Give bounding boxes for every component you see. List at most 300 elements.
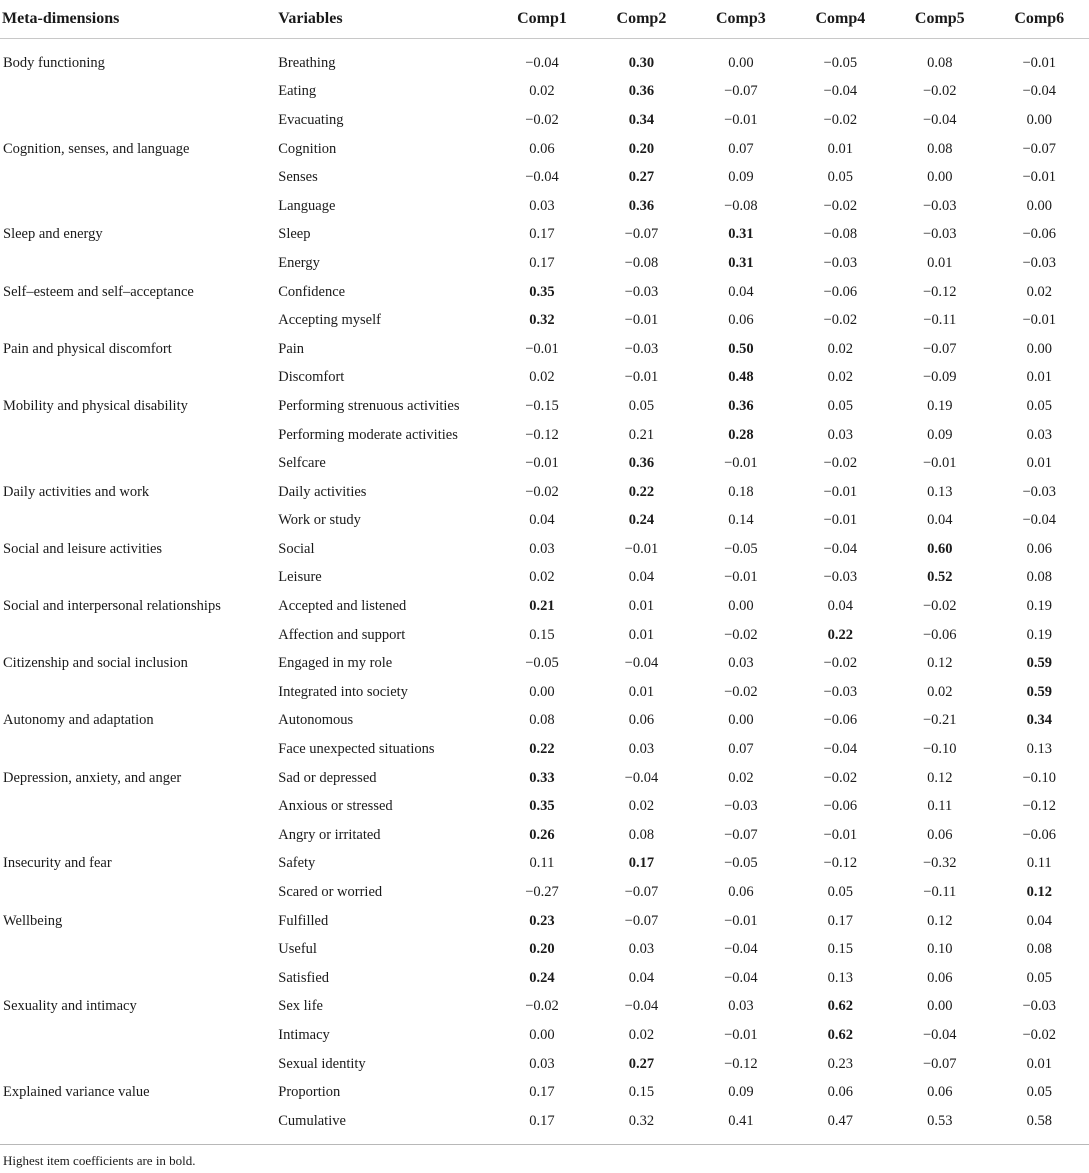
coefficient-cell-comp2: −0.04 bbox=[624, 655, 659, 672]
coefficient-cell-comp6: −0.03 bbox=[1022, 483, 1057, 500]
meta-dimension-cell: Body functioning bbox=[3, 54, 105, 71]
coefficient-cell-comp5: 0.00 bbox=[927, 998, 953, 1015]
coefficient-cell-comp2: 0.03 bbox=[628, 741, 655, 758]
coefficient-cell-comp5: −0.02 bbox=[923, 598, 957, 615]
header-comp4: Comp4 bbox=[791, 0, 890, 39]
coefficient-cell-comp3: −0.01 bbox=[724, 1026, 758, 1043]
coefficient-cell-comp2: 0.21 bbox=[628, 426, 655, 443]
coefficient-cell-comp1: −0.27 bbox=[525, 884, 559, 901]
coefficient-cell-comp6: −0.03 bbox=[1022, 254, 1057, 271]
coefficient-cell-comp1: −0.02 bbox=[525, 483, 559, 500]
coefficient-cell-comp4: −0.02 bbox=[823, 769, 858, 786]
coefficient-cell-comp5: 0.60 bbox=[927, 540, 953, 557]
variable-cell: Work or study bbox=[278, 512, 361, 529]
variable-cell: Discomfort bbox=[278, 369, 345, 386]
coefficient-cell-comp1: 0.15 bbox=[529, 626, 555, 643]
table-header bbox=[0, 0, 1089, 39]
meta-dimension-cell bbox=[0, 364, 276, 393]
coefficient-cell-comp6: 0.00 bbox=[1026, 340, 1052, 357]
variable-cell: Autonomous bbox=[278, 712, 354, 729]
coefficient-cell-comp5: 0.08 bbox=[927, 54, 953, 71]
meta-dimension-cell bbox=[0, 421, 276, 450]
coefficient-cell-comp3: 0.31 bbox=[728, 226, 754, 243]
coefficient-cell-comp1: 0.33 bbox=[529, 769, 555, 786]
coefficient-cell-comp4: −0.02 bbox=[823, 111, 858, 128]
coefficient-cell-comp3: −0.07 bbox=[724, 826, 758, 843]
variable-cell: Intimacy bbox=[278, 1026, 330, 1043]
coefficient-cell-comp5: −0.07 bbox=[923, 340, 957, 357]
meta-dimension-cell: Depression, anxiety, and anger bbox=[3, 769, 182, 786]
table-row bbox=[0, 621, 1089, 650]
coefficient-cell-comp1: 0.00 bbox=[529, 1026, 555, 1043]
coefficient-cell-comp1: 0.04 bbox=[529, 512, 555, 529]
coefficient-cell-comp2: 0.36 bbox=[628, 83, 655, 100]
variable-cell: Leisure bbox=[278, 569, 322, 586]
coefficient-cell-comp5: −0.12 bbox=[923, 283, 957, 300]
meta-dimension-cell: Sexuality and intimacy bbox=[3, 998, 137, 1015]
variable-cell: Senses bbox=[278, 169, 318, 186]
variable-cell: Face unexpected situations bbox=[278, 741, 435, 758]
table-row bbox=[0, 278, 1089, 307]
table-row bbox=[0, 335, 1089, 364]
coefficient-cell-comp3: 0.14 bbox=[728, 512, 754, 529]
coefficient-cell-comp6: 0.00 bbox=[1026, 197, 1052, 214]
coefficient-cell-comp4: −0.06 bbox=[823, 712, 858, 729]
coefficient-cell-comp1: −0.01 bbox=[525, 455, 559, 472]
variable-cell: Language bbox=[278, 197, 336, 214]
coefficient-cell-comp2: −0.07 bbox=[624, 912, 659, 929]
header-comp2: Comp2 bbox=[592, 0, 691, 39]
coefficient-cell-comp1: −0.01 bbox=[525, 340, 559, 357]
coefficient-cell-comp5: −0.21 bbox=[923, 712, 957, 729]
coefficient-cell-comp5: 0.06 bbox=[927, 1084, 953, 1101]
meta-dimension-cell bbox=[0, 678, 276, 707]
coefficient-cell-comp3: 0.03 bbox=[728, 998, 754, 1015]
coefficient-cell-comp3: −0.02 bbox=[724, 683, 758, 700]
coefficient-cell-comp3: 0.00 bbox=[728, 54, 754, 71]
coefficient-cell-comp4: −0.03 bbox=[823, 683, 858, 700]
coefficient-cell-comp6: 0.04 bbox=[1026, 912, 1052, 929]
coefficient-cell-comp1: 0.22 bbox=[529, 741, 555, 758]
coefficient-cell-comp5: −0.11 bbox=[923, 884, 957, 901]
variable-cell: Accepting myself bbox=[278, 312, 381, 329]
coefficient-cell-comp6: 0.08 bbox=[1026, 941, 1052, 958]
coefficient-cell-comp2: 0.30 bbox=[628, 54, 655, 71]
variable-cell: Daily activities bbox=[278, 483, 367, 500]
coefficient-cell-comp2: 0.04 bbox=[628, 969, 655, 986]
table-row bbox=[0, 707, 1089, 736]
coefficient-cell-comp2: −0.01 bbox=[624, 369, 659, 386]
coefficient-cell-comp5: −0.04 bbox=[923, 1026, 957, 1043]
variable-cell: Useful bbox=[278, 941, 317, 958]
coefficient-cell-comp5: 0.02 bbox=[927, 683, 953, 700]
coefficient-cell-comp6: 0.11 bbox=[1026, 855, 1052, 872]
coefficient-cell-comp2: 0.03 bbox=[628, 941, 655, 958]
coefficient-cell-comp2: 0.17 bbox=[628, 855, 655, 872]
coefficient-cell-comp1: 0.17 bbox=[529, 254, 555, 271]
variable-cell: Sad or depressed bbox=[278, 769, 377, 786]
coefficient-cell-comp1: 0.35 bbox=[529, 798, 555, 815]
coefficient-cell-comp3: −0.08 bbox=[724, 197, 758, 214]
table-row bbox=[0, 792, 1089, 821]
meta-dimension-cell bbox=[0, 564, 276, 593]
table-row bbox=[0, 478, 1089, 507]
coefficient-cell-comp6: 0.01 bbox=[1026, 1055, 1052, 1072]
meta-dimension-cell bbox=[0, 106, 276, 135]
coefficient-cell-comp5: −0.11 bbox=[923, 312, 957, 329]
coefficient-cell-comp4: −0.05 bbox=[823, 54, 858, 71]
meta-dimension-cell bbox=[0, 449, 276, 478]
coefficient-cell-comp2: 0.20 bbox=[628, 140, 655, 157]
table-row bbox=[0, 421, 1089, 450]
coefficient-cell-comp3: 0.50 bbox=[728, 340, 754, 357]
table-row bbox=[0, 964, 1089, 993]
coefficient-cell-comp4: 0.05 bbox=[827, 169, 854, 186]
meta-dimension-cell: Self–esteem and self–acceptance bbox=[3, 283, 194, 300]
coefficient-cell-comp4: 0.22 bbox=[827, 626, 854, 643]
coefficient-cell-comp6: −0.06 bbox=[1022, 826, 1057, 843]
meta-dimension-cell: Citizenship and social inclusion bbox=[3, 655, 188, 672]
header-variables: Variables bbox=[276, 0, 492, 39]
table-row bbox=[0, 449, 1089, 478]
meta-dimension-cell: Explained variance value bbox=[3, 1084, 150, 1101]
coefficient-cell-comp2: 0.01 bbox=[628, 626, 655, 643]
coefficient-cell-comp4: 0.05 bbox=[827, 397, 854, 414]
coefficient-cell-comp6: 0.59 bbox=[1026, 655, 1052, 672]
coefficient-cell-comp5: −0.01 bbox=[923, 455, 957, 472]
table-footnote: Highest item coefficients are in bold. bbox=[3, 1153, 196, 1168]
coefficient-cell-comp1: 0.02 bbox=[529, 369, 555, 386]
table-row bbox=[0, 364, 1089, 393]
coefficient-cell-comp1: −0.02 bbox=[525, 998, 559, 1015]
coefficient-cell-comp5: −0.06 bbox=[923, 626, 957, 643]
coefficient-cell-comp5: −0.32 bbox=[923, 855, 957, 872]
table-row bbox=[0, 907, 1089, 936]
coefficient-cell-comp2: 0.08 bbox=[628, 826, 655, 843]
variable-cell: Engaged in my role bbox=[278, 655, 393, 672]
meta-dimension-cell: Sleep and energy bbox=[3, 226, 103, 243]
coefficient-cell-comp6: 0.05 bbox=[1026, 1084, 1052, 1101]
variable-cell: Anxious or stressed bbox=[278, 798, 393, 815]
meta-dimension-cell bbox=[0, 78, 276, 107]
table-row bbox=[0, 1078, 1089, 1107]
coefficient-cell-comp5: 0.12 bbox=[927, 655, 953, 672]
coefficient-cell-comp3: −0.05 bbox=[724, 855, 758, 872]
meta-dimension-cell bbox=[0, 935, 276, 964]
coefficient-cell-comp1: −0.15 bbox=[525, 397, 559, 414]
coefficient-cell-comp4: 0.03 bbox=[827, 426, 854, 443]
meta-dimension-cell: Social and leisure activities bbox=[3, 540, 163, 557]
coefficient-cell-comp2: −0.04 bbox=[624, 998, 659, 1015]
coefficient-cell-comp6: −0.02 bbox=[1022, 1026, 1057, 1043]
table-row bbox=[0, 649, 1089, 678]
variable-cell: Social bbox=[278, 540, 315, 557]
coefficient-cell-comp1: 0.23 bbox=[529, 912, 555, 929]
coefficient-cell-comp3: 0.06 bbox=[728, 312, 754, 329]
coefficient-cell-comp6: −0.06 bbox=[1022, 226, 1057, 243]
coefficient-cell-comp3: 0.18 bbox=[728, 483, 754, 500]
meta-dimension-cell: Mobility and physical disability bbox=[3, 397, 188, 414]
coefficient-cell-comp2: 0.34 bbox=[628, 111, 655, 128]
variable-cell: Pain bbox=[278, 340, 305, 357]
coefficient-cell-comp5: 0.13 bbox=[927, 483, 953, 500]
coefficient-cell-comp4: −0.01 bbox=[823, 512, 858, 529]
variable-cell: Eating bbox=[278, 83, 317, 100]
coefficient-cell-comp6: −0.04 bbox=[1022, 512, 1057, 529]
header-comp6: Comp6 bbox=[990, 0, 1089, 39]
variable-cell: Breathing bbox=[278, 54, 336, 71]
coefficient-cell-comp6: 0.05 bbox=[1026, 969, 1052, 986]
table-row bbox=[0, 735, 1089, 764]
coefficient-cell-comp4: 0.04 bbox=[827, 598, 854, 615]
coefficient-cell-comp1: 0.17 bbox=[529, 1084, 555, 1101]
coefficient-cell-comp3: −0.01 bbox=[724, 912, 758, 929]
coefficient-cell-comp5: 0.00 bbox=[927, 169, 953, 186]
coefficient-cell-comp2: 0.04 bbox=[628, 569, 655, 586]
meta-dimension-cell bbox=[0, 878, 276, 907]
coefficient-cell-comp1: 0.06 bbox=[529, 140, 555, 157]
coefficient-cell-comp2: −0.01 bbox=[624, 312, 659, 329]
coefficient-cell-comp2: 0.22 bbox=[628, 483, 655, 500]
meta-dimension-cell: Social and interpersonal relationships bbox=[3, 598, 221, 615]
table-row bbox=[0, 39, 1089, 78]
coefficient-cell-comp3: −0.12 bbox=[724, 1055, 758, 1072]
coefficient-cell-comp1: −0.04 bbox=[525, 169, 559, 186]
coefficient-cell-comp1: 0.32 bbox=[529, 312, 555, 329]
coefficient-cell-comp2: 0.01 bbox=[628, 598, 655, 615]
coefficient-cell-comp5: 0.19 bbox=[927, 397, 953, 414]
coefficient-cell-comp1: 0.03 bbox=[529, 197, 555, 214]
coefficient-cell-comp1: 0.20 bbox=[529, 941, 555, 958]
coefficient-cell-comp2: 0.36 bbox=[628, 197, 655, 214]
coefficient-cell-comp5: 0.08 bbox=[927, 140, 953, 157]
coefficient-cell-comp2: 0.27 bbox=[628, 1055, 655, 1072]
variable-cell: Scared or worried bbox=[278, 884, 383, 901]
coefficient-cell-comp5: −0.07 bbox=[923, 1055, 957, 1072]
header-comp3: Comp3 bbox=[691, 0, 790, 39]
coefficient-cell-comp3: 0.02 bbox=[728, 769, 754, 786]
coefficient-cell-comp2: −0.07 bbox=[624, 226, 659, 243]
coefficient-cell-comp5: 0.10 bbox=[927, 941, 953, 958]
coefficient-cell-comp2: −0.03 bbox=[624, 340, 659, 357]
table-row bbox=[0, 1107, 1089, 1144]
meta-dimension-cell: Autonomy and adaptation bbox=[3, 712, 154, 729]
coefficient-cell-comp6: 0.58 bbox=[1026, 1112, 1052, 1129]
coefficient-cell-comp2: 0.15 bbox=[628, 1084, 655, 1101]
coefficient-cell-comp3: −0.03 bbox=[724, 798, 758, 815]
coefficient-cell-comp1: 0.17 bbox=[529, 1112, 555, 1129]
coefficient-cell-comp5: −0.10 bbox=[923, 741, 957, 758]
table-row bbox=[0, 764, 1089, 793]
meta-dimension-cell: Wellbeing bbox=[3, 912, 63, 929]
meta-dimension-cell bbox=[0, 192, 276, 221]
coefficient-cell-comp6: 0.00 bbox=[1026, 111, 1052, 128]
coefficient-cell-comp1: −0.02 bbox=[525, 111, 559, 128]
table-row bbox=[0, 878, 1089, 907]
coefficient-cell-comp5: 0.09 bbox=[927, 426, 953, 443]
coefficient-cell-comp5: 0.01 bbox=[927, 254, 953, 271]
coefficient-cell-comp6: 0.02 bbox=[1026, 283, 1052, 300]
header-comp5: Comp5 bbox=[890, 0, 989, 39]
coefficient-cell-comp6: 0.19 bbox=[1026, 598, 1052, 615]
meta-dimension-cell bbox=[0, 249, 276, 278]
coefficient-cell-comp2: 0.02 bbox=[628, 1026, 655, 1043]
meta-dimension-cell bbox=[0, 507, 276, 536]
table-row bbox=[0, 1050, 1089, 1079]
coefficient-cell-comp4: 0.02 bbox=[827, 369, 854, 386]
table-row bbox=[0, 249, 1089, 278]
coefficient-cell-comp5: 0.11 bbox=[927, 798, 953, 815]
coefficient-cell-comp1: 0.11 bbox=[529, 855, 555, 872]
meta-dimension-cell bbox=[0, 1021, 276, 1050]
coefficient-cell-comp1: 0.00 bbox=[529, 683, 555, 700]
coefficient-cell-comp1: 0.02 bbox=[529, 83, 555, 100]
meta-dimension-cell bbox=[0, 163, 276, 192]
coefficient-cell-comp2: 0.05 bbox=[628, 397, 655, 414]
coefficient-cell-comp2: 0.24 bbox=[628, 512, 655, 529]
coefficient-cell-comp1: 0.24 bbox=[529, 969, 555, 986]
coefficient-cell-comp4: 0.01 bbox=[827, 140, 854, 157]
coefficient-cell-comp2: −0.08 bbox=[624, 254, 659, 271]
variable-cell: Integrated into society bbox=[278, 683, 408, 700]
coefficient-cell-comp3: 0.28 bbox=[728, 426, 754, 443]
variable-cell: Energy bbox=[278, 254, 320, 271]
coefficient-cell-comp6: 0.34 bbox=[1026, 712, 1052, 729]
variable-cell: Accepted and listened bbox=[278, 598, 407, 615]
coefficient-cell-comp1: −0.05 bbox=[525, 655, 559, 672]
coefficient-cell-comp6: −0.01 bbox=[1022, 54, 1057, 71]
coefficient-cell-comp4: 0.06 bbox=[827, 1084, 854, 1101]
coefficient-cell-comp4: 0.23 bbox=[827, 1055, 854, 1072]
table-row bbox=[0, 163, 1089, 192]
table-row bbox=[0, 821, 1089, 850]
coefficient-cell-comp4: −0.04 bbox=[823, 540, 858, 557]
coefficient-cell-comp3: 0.04 bbox=[728, 283, 754, 300]
coefficient-cell-comp2: −0.03 bbox=[624, 283, 659, 300]
coefficient-cell-comp6: 0.05 bbox=[1026, 397, 1052, 414]
coefficient-cell-comp2: 0.02 bbox=[628, 798, 655, 815]
table-body bbox=[0, 39, 1089, 1145]
coefficient-cell-comp6: −0.10 bbox=[1022, 769, 1057, 786]
coefficient-cell-comp4: 0.05 bbox=[827, 884, 854, 901]
coefficient-cell-comp1: −0.12 bbox=[525, 426, 559, 443]
coefficient-cell-comp4: −0.06 bbox=[823, 283, 858, 300]
variable-cell: Performing moderate activities bbox=[278, 426, 458, 443]
coefficient-cell-comp6: −0.12 bbox=[1022, 798, 1057, 815]
coefficient-cell-comp1: 0.03 bbox=[529, 540, 555, 557]
coefficient-cell-comp2: −0.04 bbox=[624, 769, 659, 786]
coefficient-cell-comp4: −0.04 bbox=[823, 83, 858, 100]
coefficient-cell-comp1: −0.04 bbox=[525, 54, 559, 71]
coefficient-cell-comp1: 0.03 bbox=[529, 1055, 555, 1072]
coefficient-cell-comp5: 0.12 bbox=[927, 912, 953, 929]
coefficient-cell-comp3: 0.48 bbox=[728, 369, 754, 386]
meta-dimension-cell bbox=[0, 1050, 276, 1079]
coefficient-cell-comp4: −0.03 bbox=[823, 254, 858, 271]
coefficient-cell-comp2: −0.01 bbox=[624, 540, 659, 557]
variable-cell: Confidence bbox=[278, 283, 346, 300]
coefficient-cell-comp6: −0.03 bbox=[1022, 998, 1057, 1015]
table-row bbox=[0, 678, 1089, 707]
meta-dimension-cell: Daily activities and work bbox=[3, 483, 150, 500]
coefficient-cell-comp2: 0.27 bbox=[628, 169, 655, 186]
table-row bbox=[0, 392, 1089, 421]
coefficient-cell-comp3: 0.06 bbox=[728, 884, 754, 901]
table-row bbox=[0, 135, 1089, 164]
coefficient-cell-comp2: 0.32 bbox=[628, 1112, 655, 1129]
coefficient-cell-comp3: −0.05 bbox=[724, 540, 758, 557]
variable-cell: Angry or irritated bbox=[278, 826, 381, 843]
coefficient-cell-comp4: −0.03 bbox=[823, 569, 858, 586]
table-row bbox=[0, 993, 1089, 1022]
variable-cell: Safety bbox=[278, 855, 316, 872]
table-row bbox=[0, 1021, 1089, 1050]
coefficient-cell-comp3: 0.00 bbox=[728, 598, 754, 615]
coefficient-cell-comp4: 0.17 bbox=[827, 912, 854, 929]
coefficient-cell-comp6: 0.06 bbox=[1026, 540, 1052, 557]
coefficient-cell-comp4: −0.01 bbox=[823, 483, 858, 500]
meta-dimension-cell: Cognition, senses, and language bbox=[3, 140, 190, 157]
coefficient-cell-comp4: 0.02 bbox=[827, 340, 854, 357]
header-meta-dimensions: Meta-dimensions bbox=[0, 0, 276, 39]
coefficient-cell-comp6: 0.13 bbox=[1026, 741, 1052, 758]
meta-dimension-cell: Insecurity and fear bbox=[3, 855, 112, 872]
coefficient-cell-comp1: 0.21 bbox=[529, 598, 555, 615]
coefficient-cell-comp3: 0.36 bbox=[728, 397, 754, 414]
table-row bbox=[0, 564, 1089, 593]
coefficient-cell-comp5: 0.04 bbox=[927, 512, 953, 529]
coefficient-cell-comp4: 0.15 bbox=[827, 941, 854, 958]
coefficient-cell-comp4: −0.02 bbox=[823, 455, 858, 472]
coefficient-cell-comp5: −0.02 bbox=[923, 83, 957, 100]
coefficient-cell-comp4: −0.01 bbox=[823, 826, 858, 843]
variable-cell: Cumulative bbox=[278, 1112, 346, 1129]
meta-dimension-cell: Pain and physical discomfort bbox=[3, 340, 172, 357]
coefficient-cell-comp6: 0.01 bbox=[1026, 455, 1052, 472]
variable-cell: Cognition bbox=[278, 140, 337, 157]
table-row bbox=[0, 935, 1089, 964]
variable-cell: Fulfilled bbox=[278, 912, 329, 929]
coefficient-cell-comp3: 0.07 bbox=[728, 741, 754, 758]
coefficient-cell-comp6: −0.04 bbox=[1022, 83, 1057, 100]
table-row bbox=[0, 78, 1089, 107]
coefficient-cell-comp4: −0.08 bbox=[823, 226, 858, 243]
coefficient-cell-comp3: −0.07 bbox=[724, 83, 758, 100]
meta-dimension-cell bbox=[0, 1107, 276, 1144]
coefficient-cell-comp3: −0.04 bbox=[724, 969, 758, 986]
coefficient-cell-comp4: −0.06 bbox=[823, 798, 858, 815]
table-row bbox=[0, 106, 1089, 135]
coefficient-cell-comp5: 0.12 bbox=[927, 769, 953, 786]
coefficient-cell-comp6: −0.01 bbox=[1022, 312, 1057, 329]
meta-dimension-cell bbox=[0, 821, 276, 850]
coefficient-cell-comp5: −0.04 bbox=[923, 111, 957, 128]
coefficient-cell-comp3: 0.03 bbox=[728, 655, 754, 672]
coefficient-cell-comp6: 0.03 bbox=[1026, 426, 1052, 443]
meta-dimension-cell bbox=[0, 621, 276, 650]
coefficient-cell-comp3: 0.31 bbox=[728, 254, 754, 271]
coefficient-cell-comp4: −0.02 bbox=[823, 312, 858, 329]
coefficient-cell-comp4: −0.02 bbox=[823, 197, 858, 214]
coefficient-cell-comp4: 0.47 bbox=[827, 1112, 854, 1129]
coefficient-cell-comp4: −0.12 bbox=[823, 855, 858, 872]
meta-dimension-cell bbox=[0, 964, 276, 993]
table-row bbox=[0, 592, 1089, 621]
coefficient-cell-comp5: −0.03 bbox=[923, 197, 957, 214]
variable-cell: Sleep bbox=[278, 226, 311, 243]
coefficient-cell-comp4: 0.13 bbox=[827, 969, 854, 986]
coefficient-cell-comp6: −0.07 bbox=[1022, 140, 1057, 157]
